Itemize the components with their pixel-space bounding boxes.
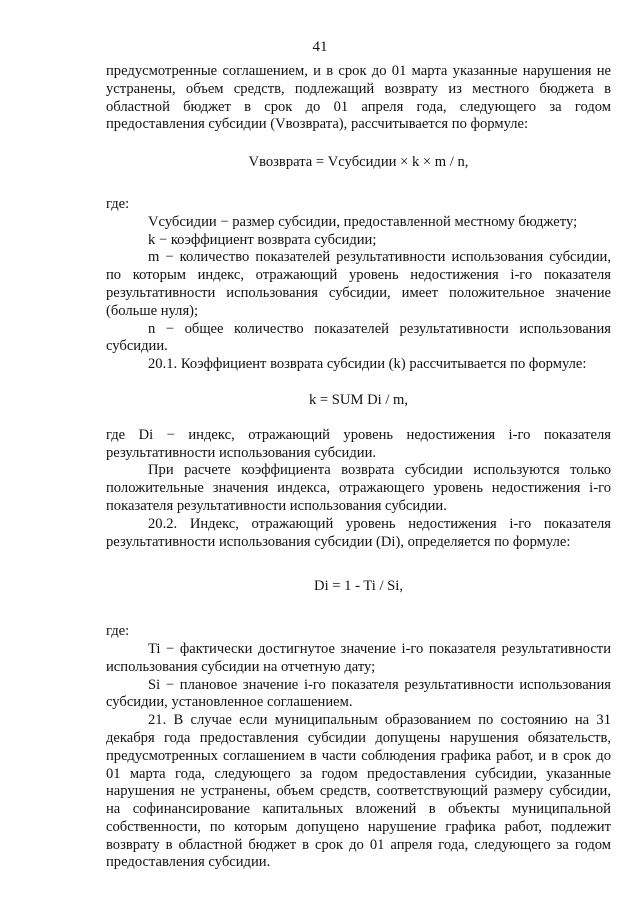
- paragraph-21: 21. В случае если муниципальным образованием по состоянию на 31 декабря года предоставления субсидии допущены нарушения обязательств, предусмотренных соглашением в части соблюдения графика работ, и в срок до 01 марта года, следующего за годом предоставления субсидии, указанные нарушения не устранены, объем средств, соответствующий размеру субсидии, на софинансирование капитальных вложений в объекты муниципальной собственности, по которым допущено нарушение графика работ, подлежит возврату в областной бюджет в срок до 01 апреля года, следующего за годом предоставления субсидии.: [106, 712, 611, 871]
- definition-si: Si − плановое значение i-го показателя результативности использования субсидии, установленное соглашением.: [106, 676, 611, 711]
- formula-return-coefficient: k = SUM Di / m,: [308, 391, 409, 408]
- page-number: 41: [312, 39, 328, 55]
- document-body: [106, 63, 611, 872]
- formula-index-di: Di = 1 - Ti / Si,: [314, 578, 403, 595]
- definition-m: m − количество показателей результативности использования субсидии, по которым индекс, отражающий уровень недостижения i-го показателя результативности использования субсидии, имеет положительное значение (больше нуля);: [106, 249, 611, 319]
- definition-k: k − коэффициент возврата субсидии;: [148, 231, 377, 248]
- paragraph-20-2: 20.2. Индекс, отражающий уровень недостижения i-го показателя результативности использования субсидии (Di), определяется по формуле:: [106, 515, 611, 550]
- paragraph-where: где:: [106, 195, 130, 212]
- definition-v-subsidy: Vсубсидии − размер субсидии, предоставленной местному бюджету;: [148, 213, 578, 230]
- paragraph-positive-values: При расчете коэффициента возврата субсидии используются только положительные значения индекса, отражающего уровень недостижения i-го показателя результативности использования субсидии.: [106, 462, 611, 514]
- formula-return-volume: Vвозврата = Vсубсидии × k × m / n,: [248, 154, 469, 171]
- definition-n: n − общее количество показателей результативности использования субсидии.: [106, 320, 611, 355]
- definition-di: где Di − индекс, отражающий уровень недостижения i-го показателя результативности использования субсидии.: [106, 426, 611, 461]
- paragraph-continuation: предусмотренные соглашением, и в срок до 01 марта указанные нарушения не устранены, объем средств, подлежащий возврату из местного бюджета в областной бюджет в срок до 01 апреля года, следующего за годом предоставления субсидии (Vвозврата), рассчитывается по формуле:: [106, 63, 611, 133]
- paragraph-where-2: где:: [106, 623, 130, 640]
- definition-ti: Ti − фактически достигнутое значение i-го показателя результативности использования субсидии на отчетную дату;: [106, 640, 611, 675]
- paragraph-20-1: 20.1. Коэффициент возврата субсидии (k) рассчитывается по формуле:: [148, 356, 587, 373]
